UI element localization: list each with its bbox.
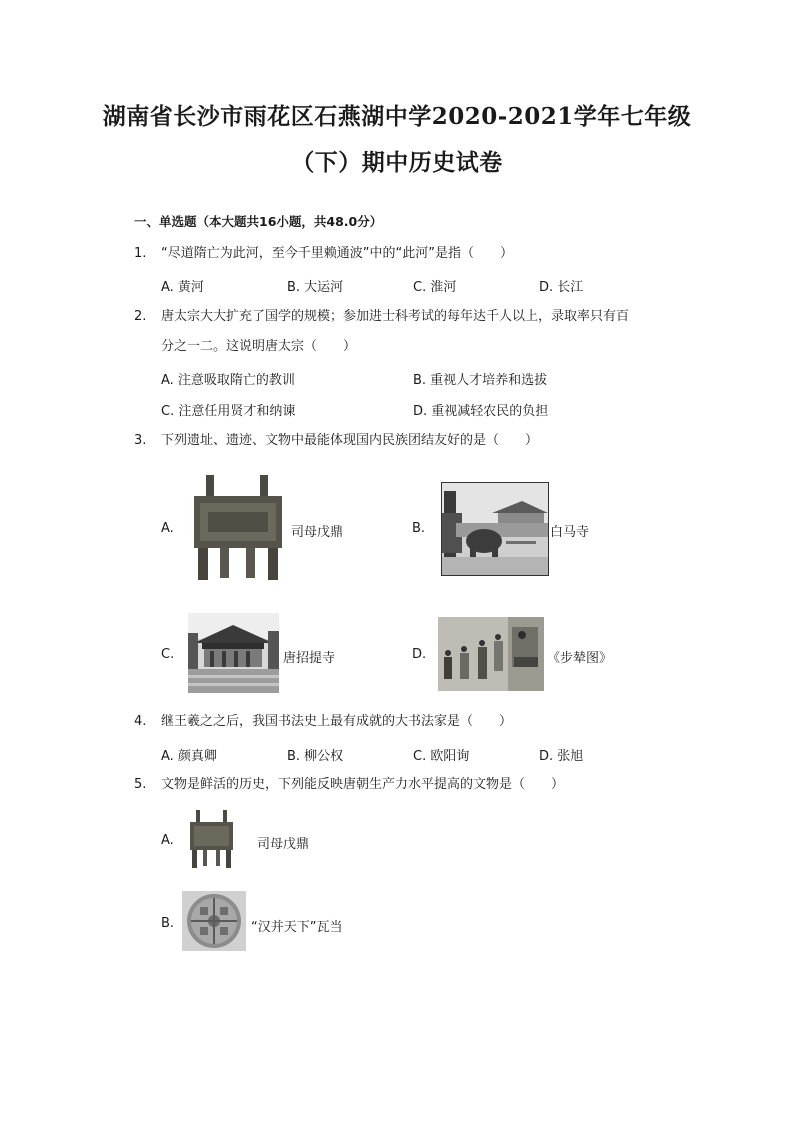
question-text: 继王羲之之后，我国书法史上最有成就的大书法家是（ ） <box>161 714 513 729</box>
eaves-tile-image <box>182 891 246 951</box>
option-b[interactable]: B. 重视人才培养和选拔 <box>413 373 548 388</box>
option-a-caption: 司母戊鼎 <box>291 525 344 540</box>
question-number: 3. <box>134 433 147 448</box>
option-d-letter[interactable]: D. <box>412 647 427 662</box>
question-text: “尽道隋亡为此河，至今千里赖通波”中的“此河”是指（ ） <box>161 246 513 261</box>
option-b-caption: 白马寺 <box>550 525 590 540</box>
option-c[interactable]: C. 欧阳询 <box>413 749 470 764</box>
ding-vessel-image <box>186 808 237 870</box>
question-text-line1: 唐太宗大大扩充了国学的规模；参加进士科考试的每年达千人以上，录取率只有百 <box>161 309 630 324</box>
question-text: 下列遗址、遗迹、文物中最能体现国内民族团结友好的是（ ） <box>161 433 539 448</box>
exam-title-line1: 湖南省长沙市雨花区石燕湖中学2020-2021学年七年级 <box>102 103 692 130</box>
ding-vessel-image <box>186 470 289 585</box>
option-b-letter[interactable]: B. <box>161 916 175 931</box>
question-number: 4. <box>134 714 147 729</box>
toshodaiji-temple-image <box>188 613 279 693</box>
option-c[interactable]: C. 注意任用贤才和纳谏 <box>161 404 296 419</box>
option-a[interactable]: A. 注意吸取隋亡的教训 <box>161 373 295 388</box>
section-heading: 一、单选题（本大题共16小题，共48.0分） <box>134 214 383 229</box>
question-number: 5. <box>134 777 147 792</box>
option-a[interactable]: A. 颜真卿 <box>161 749 217 764</box>
option-a[interactable]: A. 黄河 <box>161 280 204 295</box>
option-d[interactable]: D. 长江 <box>539 280 584 295</box>
bunian-painting-image <box>438 617 544 691</box>
question-number: 1. <box>134 246 147 261</box>
option-d[interactable]: D. 张旭 <box>539 749 584 764</box>
question-number: 2. <box>134 309 147 324</box>
question-text: 文物是鲜活的历史，下列能反映唐朝生产力水平提高的文物是（ ） <box>161 777 565 792</box>
option-c[interactable]: C. 淮河 <box>413 280 457 295</box>
option-a-letter[interactable]: A. <box>161 521 174 536</box>
option-b[interactable]: B. 大运河 <box>287 280 344 295</box>
option-d-caption: 《步辇图》 <box>547 651 613 666</box>
option-b-caption: “汉并天下”瓦当 <box>251 920 343 935</box>
option-a-letter[interactable]: A. <box>161 833 174 848</box>
option-b-letter[interactable]: B. <box>412 521 426 536</box>
option-c-letter[interactable]: C. <box>161 647 175 662</box>
option-a-caption: 司母戊鼎 <box>257 837 310 852</box>
option-b[interactable]: B. 柳公权 <box>287 749 344 764</box>
question-text-line2: 分之一二。这说明唐太宗（ ） <box>161 339 357 354</box>
exam-title-line2: （下）期中历史试卷 <box>291 149 503 176</box>
option-d[interactable]: D. 重视减轻农民的负担 <box>413 404 549 419</box>
white-horse-temple-image <box>441 482 549 576</box>
option-c-caption: 唐招提寺 <box>283 651 336 666</box>
